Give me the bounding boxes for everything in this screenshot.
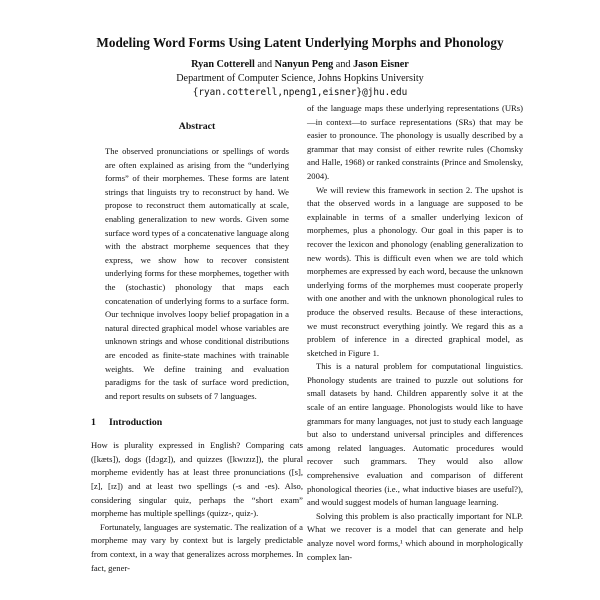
body-paragraph: This is a natural problem for computational linguistics. Phonology students are trained to puzzle out solutions for small datasets by hand. Children apparently solve it at the scale of an entire language. Phonologists would like to have grammars for many languages, not just to study each language but also to understand universal principles and differences among related languages. Automatic procedures would recover such grammars. They would also allow comprehensive evaluation and comparison of different phonological theories (i.e., what inductive biases are useful?), and would suggest models of human language learning. <box>307 361 523 508</box>
section-number: 1 <box>91 417 96 429</box>
right-column <box>307 102 523 564</box>
author-separator: and <box>257 59 273 70</box>
author-email: {ryan.cotterell,npeng1,eisner}@jhu.edu <box>192 87 408 98</box>
left-column <box>91 112 303 575</box>
author-name: Jason Eisner <box>353 59 409 70</box>
author-list <box>0 58 600 71</box>
body-paragraph: Solving this problem is also practically important for NLP. What we recover is a model that can generate and help analyze novel word forms,¹ which abound in morphologically complex lan- <box>307 510 523 562</box>
intro-paragraph: How is plurality expressed in English? Comparing cats ([kæts]), dogs ([dɔgz]), and quizzes ([kwɪzɪz]), the plural morpheme evidently has at least three pronunciations ([s], [z], [ɪz]) and at least two spellings (-s and -es). Also, considering singular quiz, perhaps the “short exam” morpheme has multiple spellings (quizz-, quiz-). <box>91 440 303 519</box>
author-name: Ryan Cotterell <box>191 59 255 70</box>
body-paragraph: of the language maps these underlying representations (URs)—in context—to surface representations (SRs) that may be easier to pronounce. The phonology is usually described by a grammar that may consist of either rewrite rules (Chomsky and Halle, 1968) or ranked constraints (Prince and Smolensky, 2004). <box>307 103 523 181</box>
author-affiliation: Department of Computer Science, Johns Hopkins University <box>176 73 424 84</box>
author-name: Nanyun Peng <box>274 59 334 70</box>
section-heading <box>91 416 303 429</box>
paper-title: Modeling Word Forms Using Latent Underlying Morphs and Phonology <box>96 35 504 50</box>
intro-paragraph: Fortunately, languages are systematic. The realization of a morpheme may vary by context but is largely predictable from context, in a way that generalizes across morphemes. In fact, gener- <box>91 521 303 573</box>
body-paragraph: We will review this framework in section 2. The upshot is that the observed words in a language are supposed to be explainable in terms of a smaller underlying lexicon of morphemes, plus a phonology. Our goal in this paper is to recover the lexicon and phonology (enabling generalization to new words). This is difficult even when we are told which morphemes are expressed by each word, because the unknown underlying forms of the morphemes must cooperate properly with one another and with the unknown phonological rules to produce the observed results. Because of these interactions, we must reconstruct everything jointly. We regard this as a problem of inference in a directed graphical model, as sketched in Figure 1. <box>307 184 523 358</box>
section-title: Introduction <box>109 417 163 429</box>
author-separator: and <box>335 59 351 70</box>
abstract-heading: Abstract <box>178 121 216 132</box>
abstract-text: The observed pronunciations or spellings of words are often explained as arising from the “underlying forms” of their morphemes. These forms are latent strings that linguists try to reconstruct by hand. We propose to reconstruct them automatically at scale, enabling generalization to new words. Given some surface word types of a concatenative language along with the abstract morpheme sequences that they express, we show how to recover consistent underlying forms for these morphemes, together with the (stochastic) phonology that maps each concatenation of underlying forms to a surface form. Our technique involves loopy belief propagation in a natural directed graphical model whose variables are unknown strings and whose conditional distributions are encoded as finite-state machines with trainable weights. We define training and evaluation paradigms for the task of surface word prediction, and report results on subsets of 7 languages. <box>105 146 289 401</box>
